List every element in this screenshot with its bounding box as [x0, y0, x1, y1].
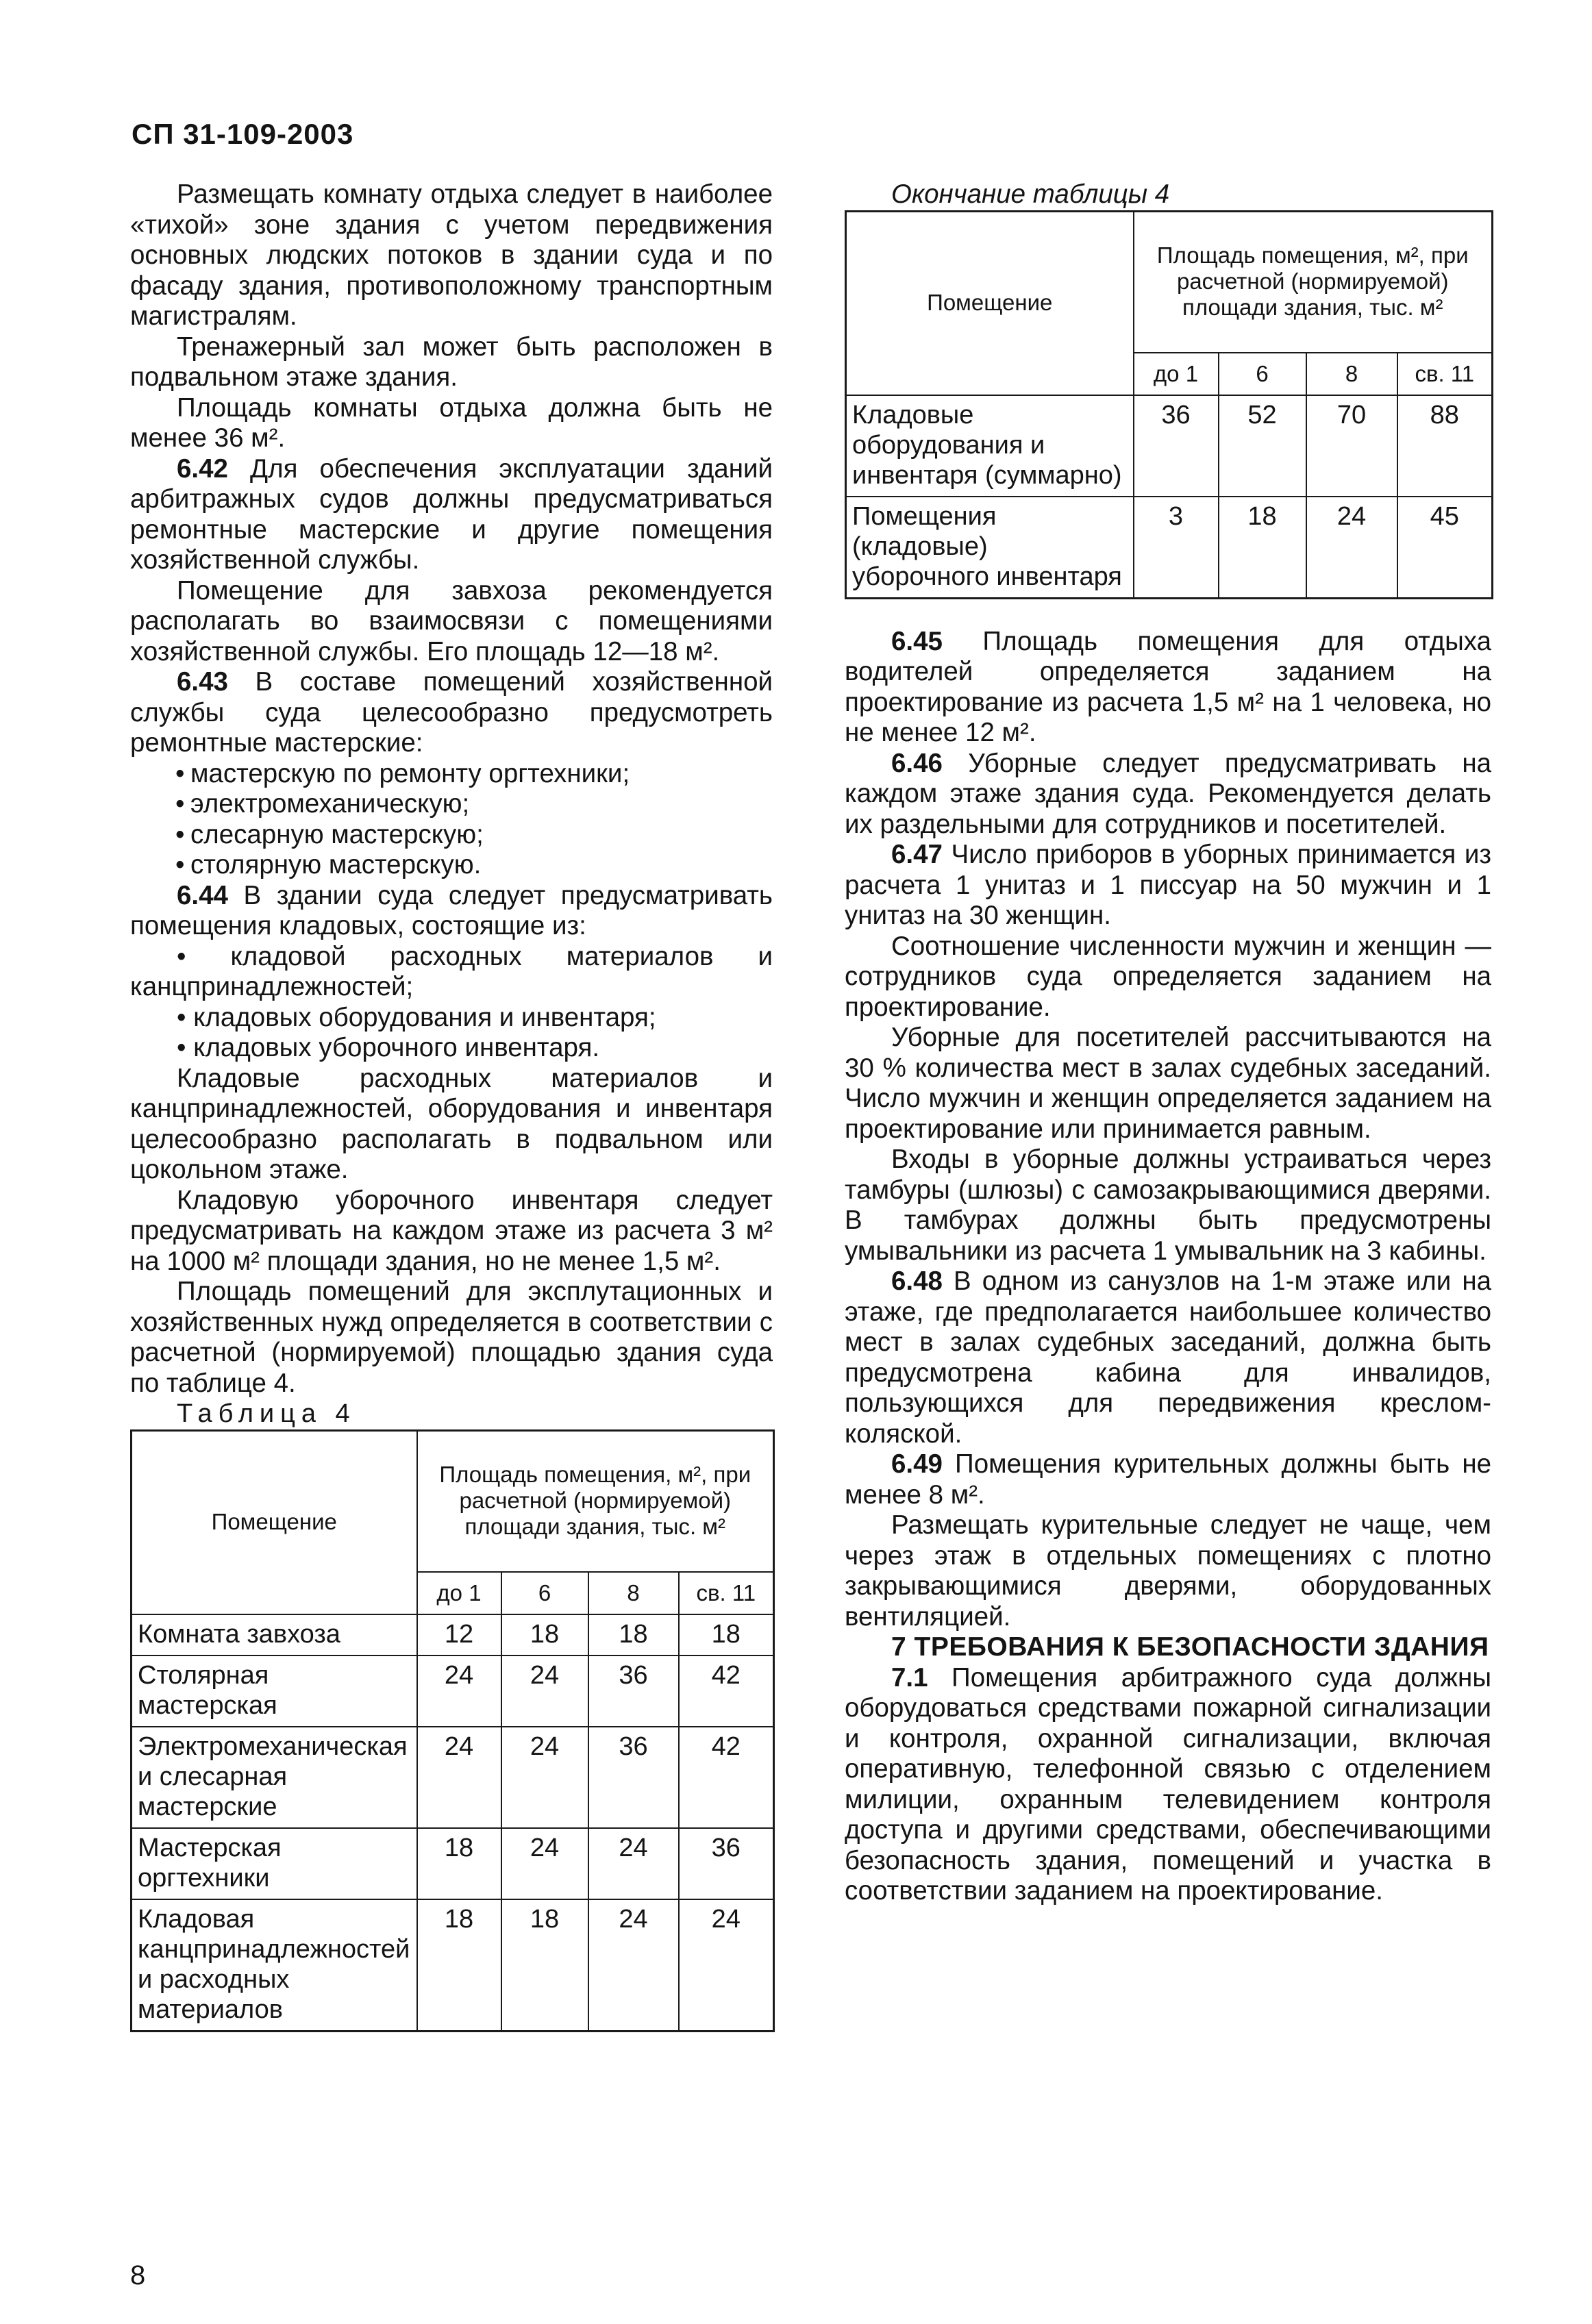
table-cell: 36: [588, 1727, 679, 1828]
room-name: Столярная мастерская: [132, 1655, 417, 1727]
clause-6-46: [845, 749, 1491, 840]
right-column: [845, 179, 1491, 1907]
clause-number: 6.43: [177, 667, 228, 697]
list-item: • кладовых уборочного инвентаря.: [177, 1033, 600, 1062]
clause-6-42: [130, 454, 773, 576]
table-continuation-caption: Окончание таблицы 4: [891, 179, 1170, 209]
table-cell: 36: [679, 1828, 774, 1899]
table-cell: 36: [588, 1655, 679, 1727]
document-code: СП 31-109-2003: [132, 118, 354, 150]
paragraph: Площадь помещений для эксплутационных и хозяйственных нужд определяется в соответствии с расчетной (нормируемой) площадью здания суда по таблице 4.: [130, 1277, 773, 1398]
table-4-continuation: [845, 210, 1493, 599]
room-name: Мастерская оргтехники: [132, 1828, 417, 1899]
section-heading: 7 ТРЕБОВАНИЯ К БЕЗОПАСНОСТИ ЗДАНИЯ: [891, 1632, 1489, 1662]
room-name: Помещения (кладовые) уборочного инвентаря: [846, 497, 1134, 599]
bullet-icon: •: [177, 1033, 194, 1062]
column-header-area: Площадь помещения, м², при расчетной (нормируемой) площади здания, тыс. м²: [1134, 211, 1493, 353]
paragraph: Уборные для посетителей рассчитываются на 30 % количества мест в залах судебных заседаний. Число мужчин и женщин определяется заданием на проектирование или принимается равным.: [845, 1023, 1491, 1144]
clause-text: Для обеспечения эксплуатации зданий арбитражных судов должны предусматриваться ремонтные мастерские и другие помещения хозяйственной службы.: [130, 453, 773, 575]
clause-6-49: [845, 1449, 1491, 1510]
table-cell: 24: [679, 1899, 774, 2032]
clause-text: Помещения арбитражного суда должны оборудоваться средствами пожарной сигнализации и контроля, охранной сигнализации, включая оперативную, телефонной связью с отделением милиции, охранным телевидением контроля доступа и другими средствами, обеспечивающими безопасность здания, помещений и участка в соответствии заданием на проектирование.: [845, 1662, 1491, 1906]
bullet-icon: •: [175, 789, 185, 819]
column-header-area: Площадь помещения, м², при расчетной (нормируемой) площади здания, тыс. м²: [417, 1430, 774, 1572]
room-name: Комната завхоза: [132, 1614, 417, 1655]
clause-7-1: [845, 1663, 1491, 1907]
bullet-icon: •: [177, 941, 231, 971]
paragraph: Соотношение численности мужчин и женщин — сотрудников суда определяется заданием на проектирование.: [845, 931, 1491, 1022]
page-number: 8: [130, 2260, 146, 2290]
list-item: • кладовых оборудования и инвентаря;: [177, 1002, 656, 1032]
workshops-list: [130, 759, 773, 881]
clause-text: Число приборов в уборных принимается из расчета 1 унитаз и 1 писсуар на 50 мужчин и 1 унитаз на 30 женщин.: [845, 840, 1491, 930]
clause-text: В составе помещений хозяйственной службы суда целесообразно предусмотреть ремонтные мастерские:: [130, 667, 773, 758]
paragraph: Размещать курительные следует не чаще, чем через этаж в отдельных помещениях с плотно закрывающимися дверями, оборудованных вентиляцией.: [845, 1510, 1491, 1632]
table-cell: 52: [1219, 395, 1306, 497]
table-row: [132, 1614, 774, 1655]
list-item: • столярную мастерскую.: [175, 850, 482, 879]
list-item: • мастерскую по ремонту оргтехники;: [175, 758, 630, 788]
bullet-icon: •: [177, 1002, 194, 1032]
table-cell: 18: [417, 1899, 501, 2032]
clause-text: Уборные следует предусматривать на каждом этаже здания суда. Рекомендуется делать их раздельными для сотрудников и посетителей.: [845, 748, 1491, 839]
table-cell: 24: [501, 1655, 588, 1727]
table-cell: 36: [1134, 395, 1219, 497]
paragraph: Кладовые расходных материалов и канцпринадлежностей, оборудования и инвентаря целесообразно располагать в подвальном или цокольном этаже.: [130, 1063, 773, 1184]
table-cell: 42: [679, 1655, 774, 1727]
column-header: 6: [501, 1572, 588, 1614]
paragraph: Кладовую уборочного инвентаря следует предусматривать на каждом этаже из расчета 3 м² на 1000 м² площади здания, но не менее 1,5 м².: [130, 1185, 773, 1276]
table-4: [130, 1429, 775, 2032]
table-row: [132, 1899, 774, 2032]
column-header: 8: [1306, 353, 1397, 395]
table-cell: 45: [1397, 497, 1493, 599]
clause-6-44: [130, 881, 773, 942]
list-item: • кладовой расходных материалов и канцпринадлежностей;: [130, 941, 773, 1001]
column-header-room: Помещение: [846, 211, 1134, 395]
paragraph: Помещение для завхоза рекомендуется располагать во взаимосвязи с помещениями хозяйственной службы. Его площадь 12—18 м².: [130, 575, 773, 666]
table-row: [132, 1655, 774, 1727]
table-cell: 24: [417, 1655, 501, 1727]
table-cell: 42: [679, 1727, 774, 1828]
clause-text: Помещения курительных должны быть не менее 8 м².: [845, 1449, 1491, 1510]
table-cell: 70: [1306, 395, 1397, 497]
column-header: 8: [588, 1572, 679, 1614]
table-cell: 24: [1306, 497, 1397, 599]
table-caption: Таблица 4: [177, 1399, 356, 1428]
column-header: св. 11: [1397, 353, 1493, 395]
clause-6-48: [845, 1266, 1491, 1449]
column-header: св. 11: [679, 1572, 774, 1614]
bullet-icon: •: [175, 758, 185, 788]
column-header: до 1: [417, 1572, 501, 1614]
clause-number: 6.45: [891, 626, 943, 656]
clause-number: 6.48: [891, 1266, 943, 1296]
clause-number: 6.44: [177, 880, 228, 910]
table-cell: 18: [417, 1828, 501, 1899]
table-row: [132, 1828, 774, 1899]
table-cell: 24: [417, 1727, 501, 1828]
bullet-icon: •: [175, 850, 185, 879]
clause-number: 6.46: [891, 748, 943, 778]
table-cell: 18: [679, 1614, 774, 1655]
paragraph: Входы в уборные должны устраиваться через тамбуры (шлюзы) с самозакрывающимися дверями. В тамбурах должны быть предусмотрены умывальники из расчета 1 умывальник на 3 кабины.: [845, 1145, 1491, 1266]
clause-6-45: [845, 627, 1491, 749]
clause-number: 6.49: [891, 1449, 943, 1479]
column-header-room: Помещение: [132, 1430, 417, 1614]
clause-number: 6.47: [891, 840, 943, 869]
left-column: [130, 179, 773, 2032]
paragraph: Площадь комнаты отдыха должна быть не менее 36 м².: [130, 392, 773, 453]
table-cell: 18: [501, 1899, 588, 2032]
table-cell: 18: [588, 1614, 679, 1655]
list-item: • слесарную мастерскую;: [175, 819, 484, 849]
clause-6-47: [845, 840, 1491, 932]
table-row: [846, 497, 1493, 599]
table-cell: 12: [417, 1614, 501, 1655]
clause-6-43: [130, 667, 773, 759]
spacer: [845, 599, 1491, 627]
table-cell: 24: [588, 1899, 679, 2032]
table-cell: 18: [1219, 497, 1306, 599]
table-cell: 88: [1397, 395, 1493, 497]
paragraph: Тренажерный зал может быть расположен в подвальном этаже здания.: [130, 332, 773, 392]
table-cell: 24: [588, 1828, 679, 1899]
table-cell: 3: [1134, 497, 1219, 599]
bullet-icon: •: [175, 819, 185, 849]
table-cell: 18: [501, 1614, 588, 1655]
clause-number: 6.42: [177, 453, 228, 484]
room-name: Электромеханическая и слесарная мастерские: [132, 1727, 417, 1828]
paragraph: Размещать комнату отдыха следует в наиболее «тихой» зоне здания с учетом передвижения основных людских потоков в здании суда и по фасаду здания, противоположному транспортным магистралям.: [130, 179, 773, 331]
clause-text: В здании суда следует предусматривать помещения кладовых, состоящие из:: [130, 880, 773, 940]
table-row: [132, 1727, 774, 1828]
column-header: до 1: [1134, 353, 1219, 395]
room-name: Кладовая канцпринадлежностей и расходных материалов: [132, 1899, 417, 2032]
clause-text: В одном из санузлов на 1-м этаже или на этаже, где предполагается наибольшее количество мест в залах судебных заседаний, должна быть предусмотрена кабина для инвалидов, пользующихся для передвижения креслом-коляской.: [845, 1266, 1491, 1449]
table-cell: 24: [501, 1828, 588, 1899]
room-name: Кладовые оборудования и инвентаря (суммарно): [846, 395, 1134, 497]
clause-text: Площадь помещения для отдыха водителей определяется заданием на проектирование из расчета 1,5 м² на 1 человека, но не менее 12 м².: [845, 626, 1491, 747]
list-item: • электромеханическую;: [175, 789, 470, 819]
clause-number: 7.1: [891, 1662, 928, 1692]
table-row: [846, 395, 1493, 497]
table-cell: 24: [501, 1727, 588, 1828]
column-header: 6: [1219, 353, 1306, 395]
